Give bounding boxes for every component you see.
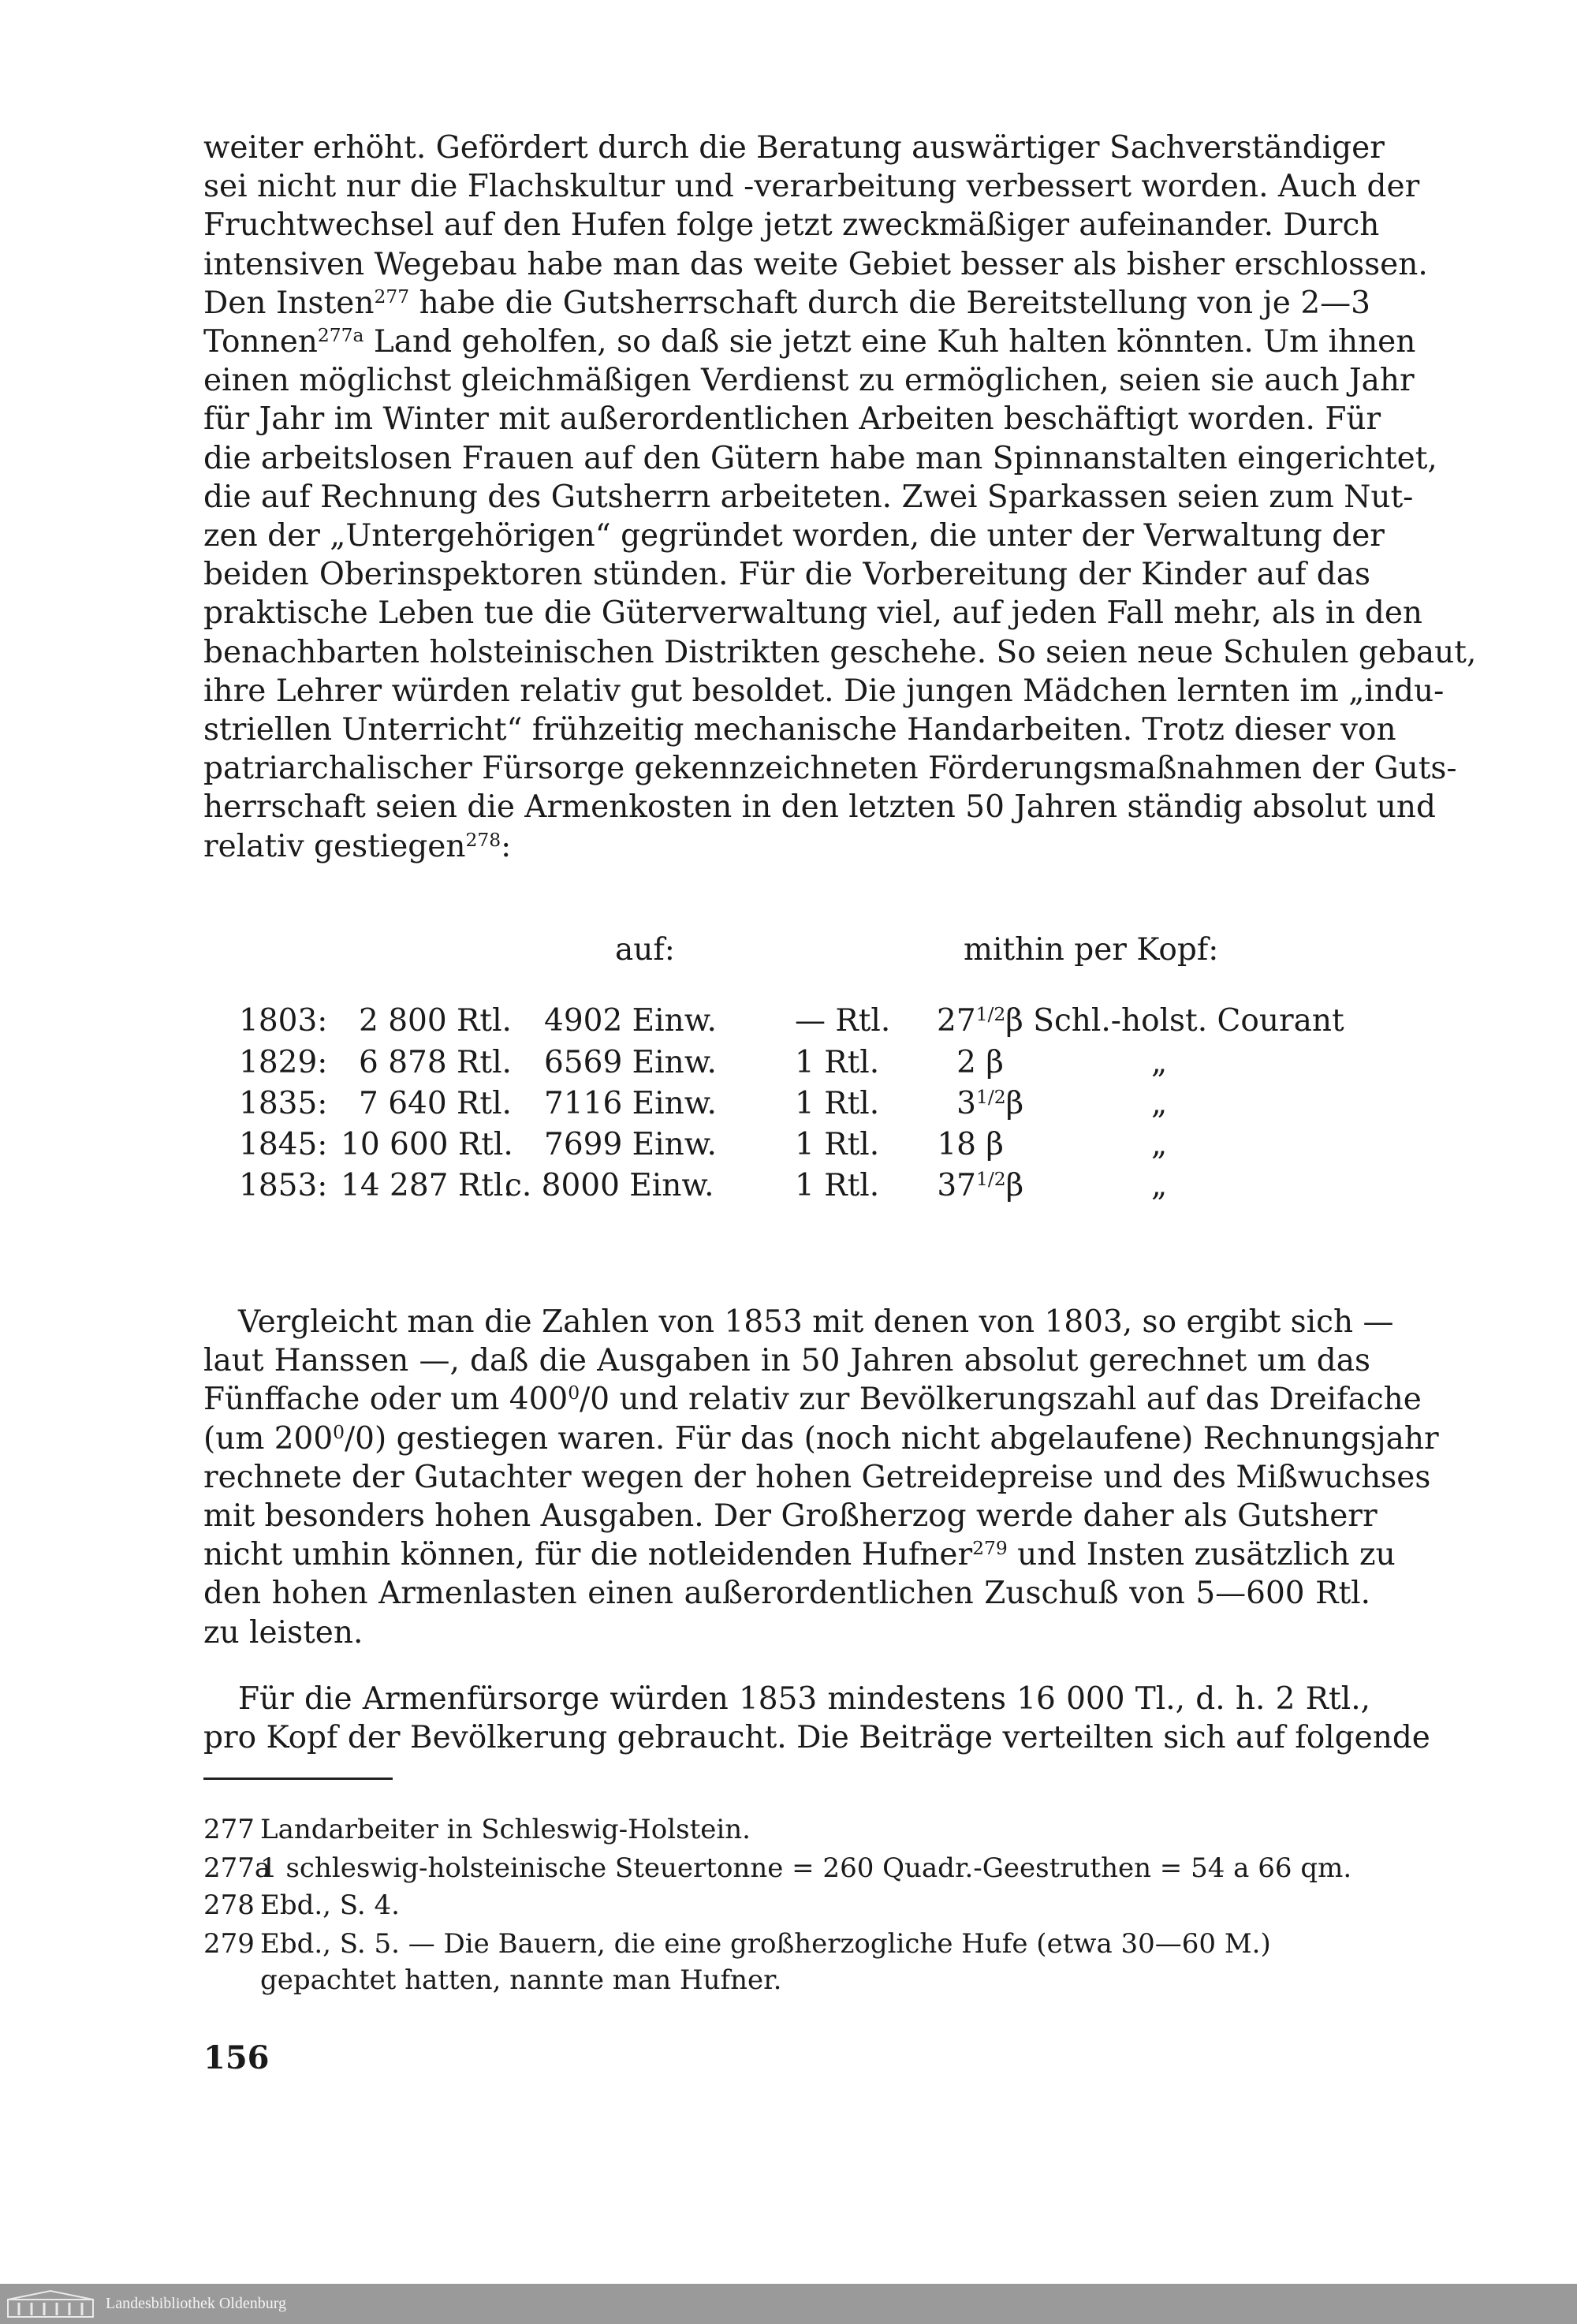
paragraph-2 xyxy=(203,1303,1439,1652)
footnote xyxy=(203,1814,1370,1845)
text-line: pro Kopf der Bevölkerung gebraucht. Die Beiträge verteilten sich auf folgende xyxy=(203,1720,1430,1756)
table-cell-schilling-per-head: $3^{1/2}\beta$ xyxy=(956,1086,1024,1121)
table-cell-rtl-per-head: 1 Rtl. xyxy=(795,1045,880,1080)
text-line: rechnete der Gutachter wegen der hohen Getreidepreise und des Mißwuchses xyxy=(203,1459,1431,1495)
text-line: (um $200^0/0$) gestiegen waren. Für das (noch nicht abgelaufene) Rechnungsjahr xyxy=(203,1420,1439,1457)
table-cell-total: 2 800 Rtl. xyxy=(359,1003,512,1039)
paragraph-1 xyxy=(203,129,1477,866)
text-line: Fünffache oder um $400^0/0$ und relativ zur Bevölkerungszahl auf das Dreifache xyxy=(203,1382,1422,1418)
text-line: herrschaft seien die Armenkosten in den letzten 50 Jahren ständig absolut und xyxy=(203,789,1436,826)
table-cell-year: 1853: xyxy=(239,1168,328,1203)
text-line: den hohen Armenlasten einen außerordentlichen Zuschuß von 5—600 Rtl. xyxy=(203,1576,1370,1612)
text-line: mit besonders hohen Ausgaben. Der Großherzog werde daher als Gutsherr xyxy=(203,1498,1378,1535)
footnote xyxy=(203,1889,1370,1921)
library-building-icon xyxy=(6,2289,95,2318)
text-line: beiden Oberinspektoren stünden. Für die Vorbereitung der Kinder auf das xyxy=(203,557,1370,593)
table-cell-year: 1835: xyxy=(239,1086,328,1121)
footnote-text: Ebd., S. 5. — Die Bauern, die eine großherzogliche Hufe (etwa 30—60 M.) xyxy=(260,1928,1271,1960)
footnote-ref-279: 279 xyxy=(972,1537,1008,1560)
table-cell-currency: Schl.-holst. Courant xyxy=(1033,1003,1344,1039)
table-header-per-kopf: mithin per Kopf: xyxy=(964,932,1219,968)
table-cell-total: 7 640 Rtl. xyxy=(359,1086,512,1121)
text-line: die auf Rechnung des Gutsherrn arbeiteten. Zwei Sparkassen seien zum Nut- xyxy=(203,479,1414,515)
footnote-ref-277a: 277a xyxy=(317,324,364,347)
table-cell-total: 14 287 Rtl. xyxy=(341,1168,513,1203)
table-cell-schilling-per-head: $37^{1/2}\beta$ xyxy=(937,1168,1024,1203)
text-line: nicht umhin können, für die notleidenden Hufner$^{279}$ und Insten zusätzlich zu xyxy=(203,1537,1396,1573)
text-line: einen möglichst gleichmäßigen Verdienst zu ermöglichen, seien sie auch Jahr xyxy=(203,363,1415,399)
text-line: die arbeitslosen Frauen auf den Gütern habe man Spinnanstalten eingerichtet, xyxy=(203,440,1437,476)
text-line: intensiven Wegebau habe man das weite Gebiet besser als bisher erschlossen. xyxy=(203,246,1428,282)
paragraph-3 xyxy=(203,1680,1430,1757)
table-cell-schilling-per-head: 2 β xyxy=(956,1045,1004,1080)
library-name: Landesbibliothek Oldenburg xyxy=(106,2295,287,2312)
table-cell-population: c. 8000 Einw. xyxy=(505,1168,714,1203)
text-line: weiter erhöht. Gefördert durch die Beratung auswärtiger Sachverständiger xyxy=(203,130,1385,166)
text-line: patriarchalischer Fürsorge gekennzeichneten Förderungsmaßnahmen der Guts- xyxy=(203,751,1457,787)
text-line: laut Hanssen —, daß die Ausgaben in 50 Jahren absolut gerechnet um das xyxy=(203,1343,1370,1379)
text-line: Für die Armenfürsorge würden 1853 mindestens 16 000 Tl., d. h. 2 Rtl., xyxy=(238,1681,1370,1717)
table-cell-rtl-per-head: 1 Rtl. xyxy=(795,1127,880,1162)
footnote-number: 279 xyxy=(203,1928,255,1960)
table-cell-total: 6 878 Rtl. xyxy=(359,1045,512,1080)
footnote-ref-277: 277 xyxy=(374,285,410,308)
table-cell-rtl-per-head: — Rtl. xyxy=(795,1003,891,1039)
footnote-number: 277a xyxy=(203,1852,271,1884)
table-cell-schilling-per-head: 18 β xyxy=(937,1127,1004,1162)
text-line: praktische Leben tue die Güterverwaltung viel, auf jeden Fall mehr, als in den xyxy=(203,595,1423,632)
page-number: 156 xyxy=(203,2039,270,2076)
footnote-number: 278 xyxy=(203,1889,255,1921)
table-header-auf: auf: xyxy=(615,932,675,968)
footnote-ref-278: 278 xyxy=(465,828,501,851)
table-cell-year: 1829: xyxy=(239,1045,328,1080)
table-cell-population: 4902 Einw. xyxy=(544,1003,717,1039)
footnote-continuation: gepachtet hatten, nannte man Hufner. xyxy=(260,1964,782,1996)
table-cell-rtl-per-head: 1 Rtl. xyxy=(795,1086,880,1121)
table-cell-ditto: „ xyxy=(1151,1168,1168,1203)
footnote-text: Landarbeiter in Schleswig-Holstein. xyxy=(260,1814,751,1845)
text-line: für Jahr im Winter mit außerordentlichen Arbeiten beschäftigt worden. Für xyxy=(203,401,1381,438)
text-line: zu leisten. xyxy=(203,1614,363,1651)
footnote xyxy=(203,1852,1370,1884)
table-cell-ditto: „ xyxy=(1151,1127,1168,1162)
table-cell-ditto: „ xyxy=(1151,1086,1168,1121)
text-line: Vergleicht man die Zahlen von 1853 mit denen von 1803, so ergibt sich — xyxy=(238,1304,1394,1340)
table-cell-year: 1803: xyxy=(239,1003,328,1039)
table-cell-total: 10 600 Rtl. xyxy=(341,1127,513,1162)
text-line: Tonnen$^{277a}$ Land geholfen, so daß sie jetzt eine Kuh halten könnten. Um ihnen xyxy=(203,324,1416,360)
footnote-text: 1 schleswig-holsteinische Steuertonne = 260 Quadr.-Geestruthen = 54 a 66 qm. xyxy=(260,1852,1352,1884)
text-line: zen der „Untergehörigen“ gegründet worden, die unter der Verwaltung der xyxy=(203,518,1385,554)
footnote-number: 277 xyxy=(203,1814,255,1845)
footnote xyxy=(203,1928,1370,1960)
text-line: Fruchtwechsel auf den Hufen folge jetzt zweckmäßiger aufeinander. Durch xyxy=(203,207,1380,244)
library-footer-bar xyxy=(0,2284,1577,2324)
text-line: benachbarten holsteinischen Distrikten geschehe. So seien neue Schulen gebaut, xyxy=(203,634,1477,670)
table-cell-schilling-per-head: $27^{1/2}\beta$ Schl.-holst. Courant xyxy=(937,1003,1344,1039)
footnote-text: Ebd., S. 4. xyxy=(260,1889,400,1921)
text-line: ihre Lehrer würden relativ gut besoldet. Die jungen Mädchen lernten im „indu- xyxy=(203,673,1445,709)
table-cell-population: 7116 Einw. xyxy=(544,1086,717,1121)
text-line: relativ gestiegen$^{278}$: xyxy=(203,828,512,864)
text-line: Den Insten$^{277}$ habe die Gutsherrschaft durch die Bereitstellung von je 2—3 xyxy=(203,285,1370,321)
table-cell-year: 1845: xyxy=(239,1127,328,1162)
table-cell-population: 7699 Einw. xyxy=(544,1127,717,1162)
table-cell-rtl-per-head: 1 Rtl. xyxy=(795,1168,880,1203)
text-line: striellen Unterricht“ frühzeitig mechanische Handarbeiten. Trotz dieser von xyxy=(203,712,1396,748)
table-cell-ditto: „ xyxy=(1151,1045,1168,1080)
table-cell-population: 6569 Einw. xyxy=(544,1045,717,1080)
text-line: sei nicht nur die Flachskultur und -verarbeitung verbessert worden. Auch der xyxy=(203,169,1420,205)
footnote-divider xyxy=(203,1778,393,1780)
